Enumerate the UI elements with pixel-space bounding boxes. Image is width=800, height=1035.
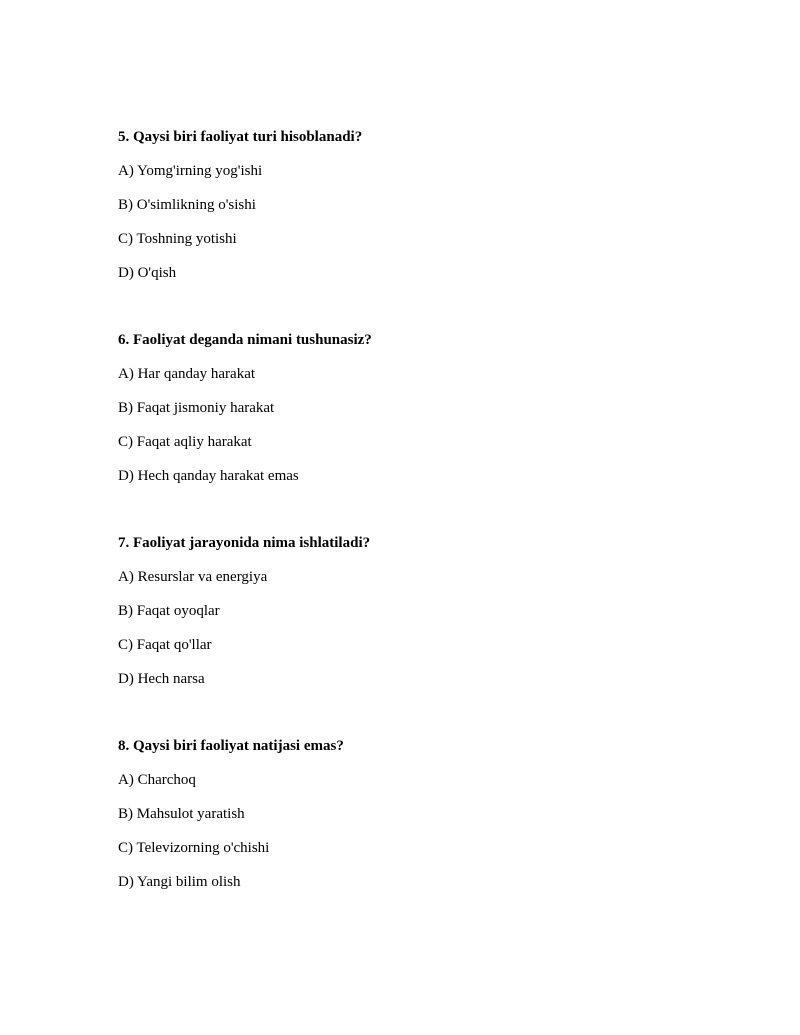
question-title: 6. Faoliyat deganda nimani tushunasiz?	[118, 332, 372, 348]
option-b: B) Faqat oyoqlar	[118, 603, 220, 619]
option-a: A) Charchoq	[118, 772, 196, 788]
option-b: B) Faqat jismoniy harakat	[118, 400, 275, 416]
option-b: B) O'simlikning o'sishi	[118, 197, 256, 213]
option-a: A) Har qanday harakat	[118, 366, 256, 382]
question-title: 5. Qaysi biri faoliyat turi hisoblanadi?	[118, 129, 363, 145]
option-d: D) Yangi bilim olish	[118, 874, 241, 890]
option-d: D) Hech qanday harakat emas	[118, 468, 299, 484]
question-6	[118, 331, 718, 485]
option-c: C) Faqat aqliy harakat	[118, 434, 252, 450]
option-b: B) Mahsulot yaratish	[118, 806, 245, 822]
option-c: C) Toshning yotishi	[118, 231, 237, 247]
question-title: 8. Qaysi biri faoliyat natijasi emas?	[118, 738, 344, 754]
option-a: A) Yomg'irning yog'ishi	[118, 163, 263, 179]
option-c: C) Televizorning o'chishi	[118, 840, 270, 856]
question-8	[118, 737, 718, 891]
question-5	[118, 128, 718, 282]
option-d: D) O'qish	[118, 265, 177, 281]
option-c: C) Faqat qo'llar	[118, 637, 212, 653]
question-7	[118, 534, 718, 688]
option-a: A) Resurslar va energiya	[118, 569, 268, 585]
question-title: 7. Faoliyat jarayonida nima ishlatiladi?	[118, 535, 371, 551]
option-d: D) Hech narsa	[118, 671, 205, 687]
